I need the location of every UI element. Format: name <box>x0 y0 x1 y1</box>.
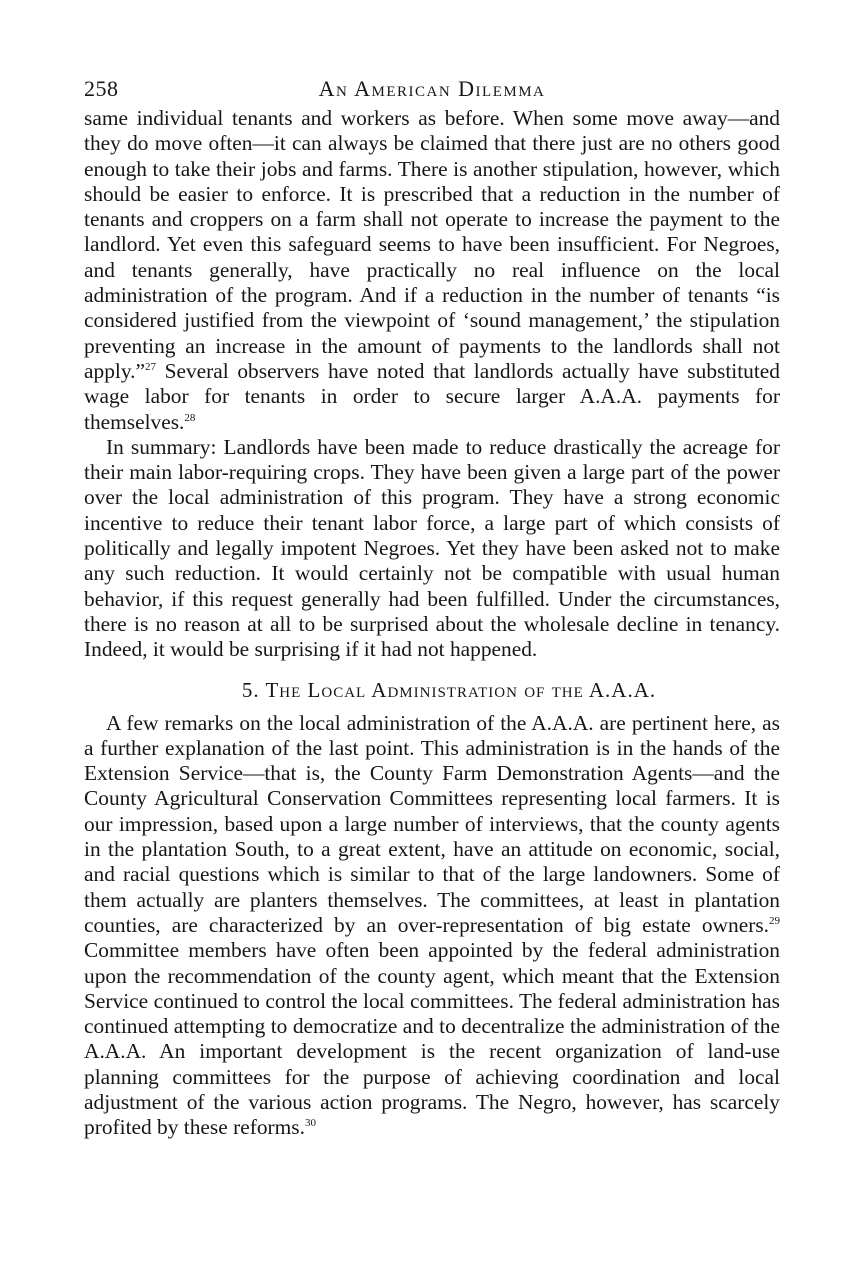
running-title: An American Dilemma <box>318 76 546 101</box>
paragraph-text: same individual tenants and workers as before. When some move away—and they do move often—it can always be claimed that there just are no others good enough to take their jobs and farms. There is another stipulation, however, which should be easier to enforce. It is prescribed that a reduction in the number of tenants and croppers on a farm shall not operate to increase the payment to the landlord. Yet even this safeguard seems to have been insufficient. For Negroes, and tenants generally, have practically no real influence on the local administration of the program. And if a reduction in the number of tenants “is considered justified from the viewpoint of ‘sound management,’ the stipulation preventing an increase in the amount of payments to the landlords shall not apply.” <box>84 106 780 383</box>
book-page <box>84 76 780 1141</box>
paragraph-tenant-stipulations <box>84 106 780 435</box>
paragraph-text: Committee members have often been appointed by the federal administration upon the recommendation of the county agent, which meant that the Extension Service continued to control the local committees. The federal administration has continued attempting to democratize and to decentralize the administration of the A.A.A. An important development is the recent organization of land-use planning committees for the purpose of achieving coordination and local adjustment of the various action programs. The Negro, however, has scarcely profited by these reforms. <box>84 938 780 1140</box>
footnote-ref-30: 30 <box>304 1117 316 1130</box>
paragraph-text: Several observers have noted that landlords actually have substituted wage labor for tenants in order to secure larger A.A.A. payments for themselves. <box>84 358 780 434</box>
footnote-ref-29: 29 <box>769 914 780 927</box>
page-number: 258 <box>84 76 119 101</box>
running-head <box>84 76 780 106</box>
paragraph-text: In summary: Landlords have been made to reduce drastically the acreage for their main labor-requiring crops. They have been given a large part of the power over the local administration of this program. They have a strong economic incentive to reduce their tenant labor force, a large part of which consists of politically and legally impotent Negroes. Yet they have been asked not to make any such reduction. It would certainly not be compatible with usual human behavior, if this request generally had been fulfilled. Under the circumstances, there is no reason at all to be surprised about the wholesale decline in tenancy. Indeed, it would be surprising if it had not happened. <box>84 434 780 662</box>
paragraph-text: A few remarks on the local administration of the A.A.A. are pertinent here, as a further explanation of the last point. This administration is in the hands of the Extension Service—that is, the County Farm Demonstration Agents—and the County Agricultural Conservation Committees representing local farmers. It is our impression, based upon a large number of interviews, that the county agents in the plantation South, to a great extent, have an attitude on economic, social, and racial questions which is similar to that of the large landowners. Some of them actually are planters themselves. The committees, at least in plantation counties, are characterized by an over-representation of big estate owners. <box>84 710 780 937</box>
footnote-ref-28: 28 <box>184 411 196 424</box>
paragraph-summary <box>84 435 780 663</box>
paragraph-local-administration <box>84 711 780 1141</box>
section-heading: 5. The Local Administration of the A.A.A. <box>241 677 657 702</box>
footnote-ref-27: 27 <box>144 360 156 373</box>
